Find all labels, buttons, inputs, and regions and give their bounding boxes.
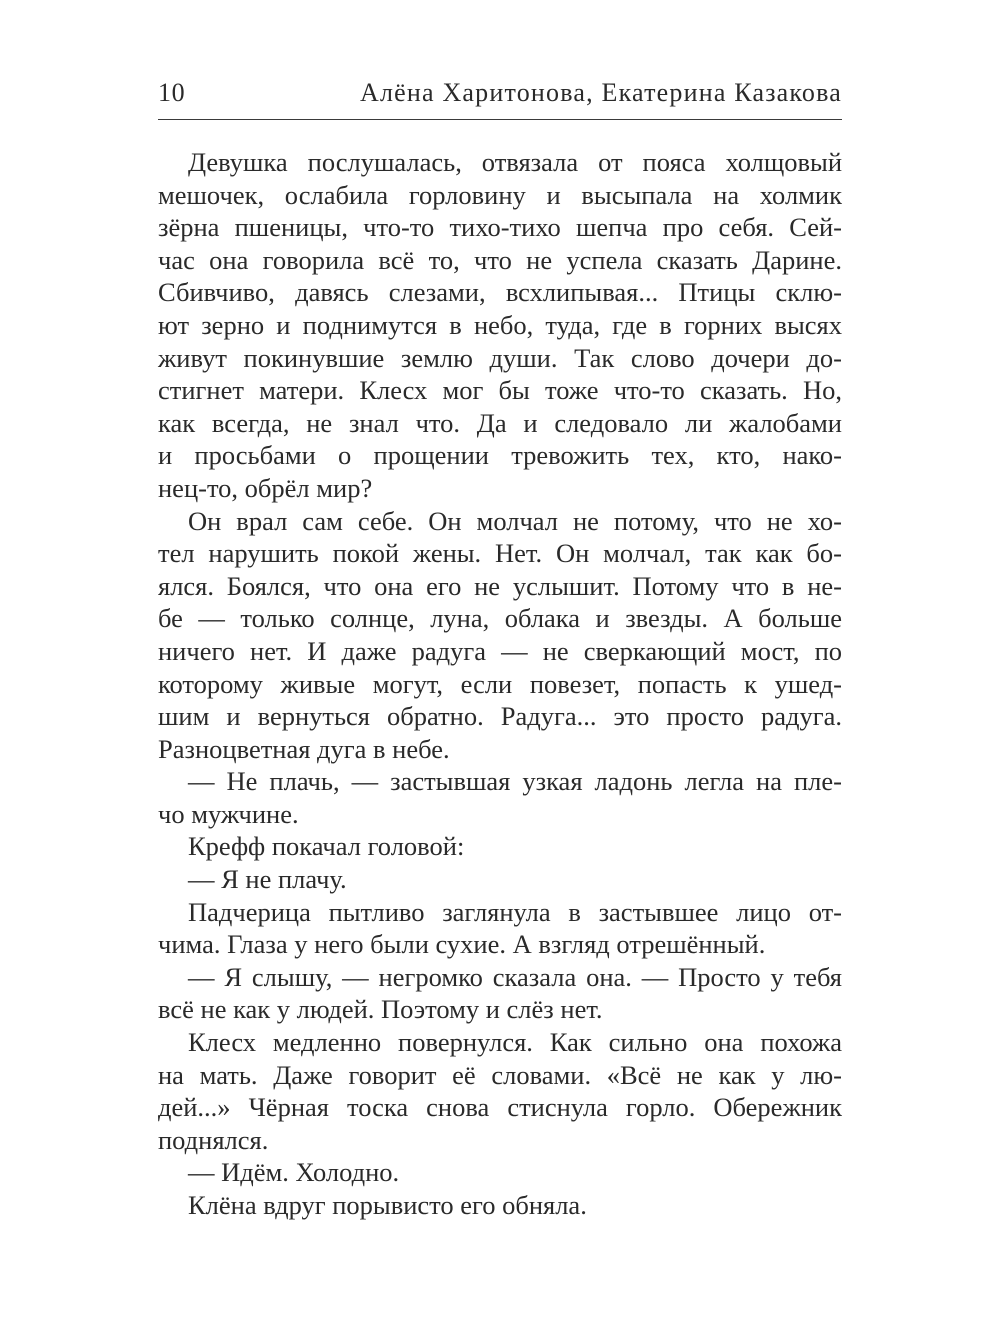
text-line: Сбивчиво, давясь слезами, всхлипывая... Птицы склю- xyxy=(158,277,842,308)
text-line: Он врал сам себе. Он молчал не потому, что не хо- xyxy=(188,505,842,536)
text-line: и просьбами о прощении тревожить тех, кто, нако- xyxy=(158,440,842,471)
text-line: дей...» Чёрная тоска снова стиснула горло. Обережник xyxy=(158,1092,842,1123)
text-line: которому живые могут, если повезет, попасть к ушед- xyxy=(158,668,842,699)
text-line: тел нарушить покой жены. Нет. Он молчал, так как бо- xyxy=(158,538,842,569)
text-line: бе — только солнце, луна, облака и звезды. А больше xyxy=(158,603,842,634)
text-line: Разноцветная дуга в небе. xyxy=(158,733,450,764)
text-line: Крефф покачал головой: xyxy=(188,831,465,862)
text-line: зёрна пшеницы, что-то тихо-тихо шепча про себя. Сей- xyxy=(158,212,842,243)
text-line: час она говорила всё то, что не успела сказать Дарине. xyxy=(158,244,842,275)
header-rule xyxy=(158,119,842,120)
text-line: нец-то, обрёл мир? xyxy=(158,472,373,503)
text-line: — Я слышу, — негромко сказала она. — Просто у тебя xyxy=(188,961,842,992)
text-line: мешочек, ослабила горловину и высыпала на холмик xyxy=(158,179,842,210)
page-header xyxy=(158,76,842,116)
text-line: — Я не плачу. xyxy=(188,864,347,895)
text-line: чима. Глаза у него были сухие. А взгляд отрешённый. xyxy=(158,929,766,960)
text-line: ничего нет. И даже радуга — не сверкающий мост, по xyxy=(158,635,842,666)
text-line: как всегда, не знал что. Да и следовало ли жалобами xyxy=(158,407,842,438)
text-line: Падчерица пытливо заглянула в застывшее лицо от- xyxy=(188,896,842,927)
text-line: ялся. Боялся, что она его не услышит. Потому что в не- xyxy=(158,570,842,601)
page-number: 10 xyxy=(158,78,186,107)
text-line: Клесх медленно повернулся. Как сильно она похожа xyxy=(188,1027,842,1058)
text-line: стигнет матери. Клесх мог бы тоже что-то сказать. Но, xyxy=(158,375,842,406)
text-line: всё не как у людей. Поэтому и слёз нет. xyxy=(158,994,603,1025)
text-line: Девушка послушалась, отвязала от пояса холщовый xyxy=(188,147,842,177)
text-line: живут покинувшие землю души. Так слово дочери до- xyxy=(158,342,842,373)
text-line: шим и вернуться обратно. Радуга... это просто радуга. xyxy=(158,701,842,732)
text-line: — Идём. Холодно. xyxy=(188,1157,400,1188)
text-line: ют зерно и поднимутся в небо, туда, где в горних высях xyxy=(158,309,842,340)
body-text xyxy=(158,146,842,1222)
text-line: на мать. Даже говорит её словами. «Всё не как у лю- xyxy=(158,1059,842,1090)
running-head: Алёна Харитонова, Екатерина Казакова xyxy=(360,78,842,107)
text-line: — Не плачь, — застывшая узкая ладонь легла на пле- xyxy=(188,766,842,797)
text-line: Клёна вдруг порывисто его обняла. xyxy=(188,1190,587,1220)
text-line: поднялся. xyxy=(158,1124,269,1155)
text-line: чо мужчине. xyxy=(158,798,299,829)
